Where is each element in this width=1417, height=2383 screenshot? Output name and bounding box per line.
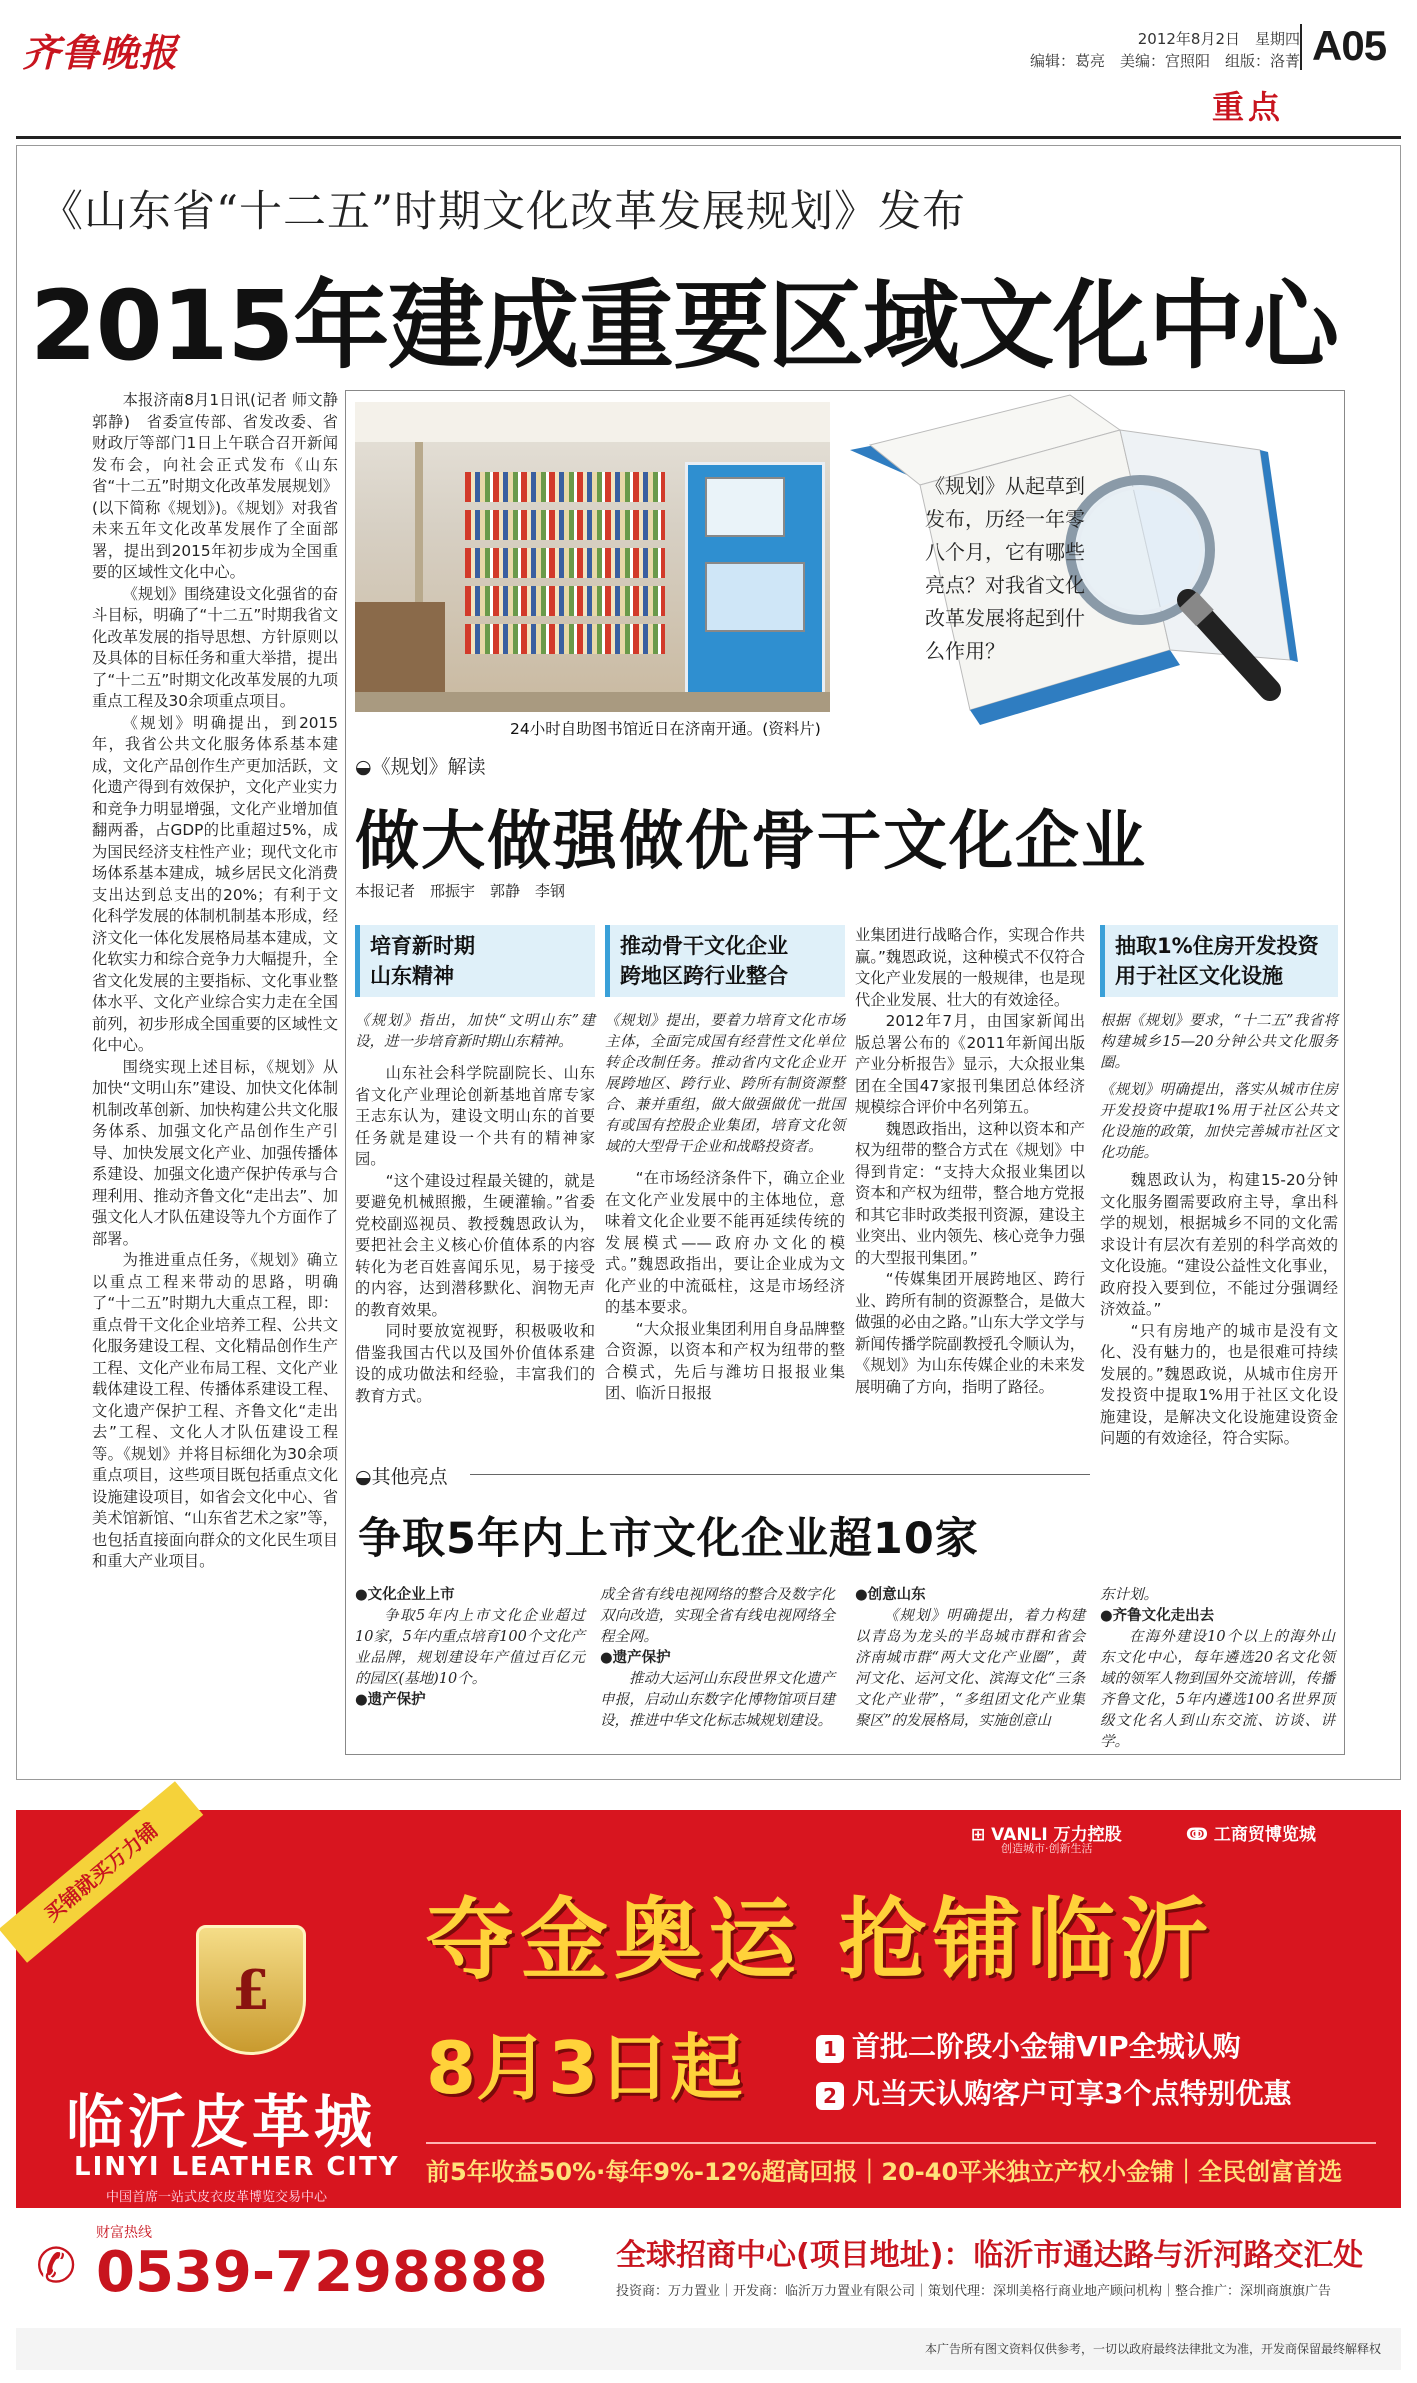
issue-date: 2012年8月2日 星期四 — [1137, 30, 1300, 48]
label-text: 《规划》解读 — [371, 756, 486, 778]
expo-logo-icon: ↂ — [1186, 1825, 1214, 1845]
divider — [470, 1474, 1090, 1475]
leather-city-emblem: £ — [196, 1925, 306, 2055]
highlight-title: ●文化企业上市 — [355, 1587, 455, 1603]
heading-line: 跨地区跨行业整合 — [620, 964, 788, 988]
quote: 《规划》提出，要着力培育文化市场主体，全面完成国有经营性文化单位转企改制任务。推动省内文化企业开展跨地区、跨行业、跨所有制资源整合、兼并重组，做大做强做优一批国有或国有控股企业集团，培育文化领域的大型骨干企业和战略投资者。 — [605, 1013, 845, 1155]
ad-credits: 投资商：万力置业｜开发商：临沂万力置业有限公司｜策划代理：深圳美格行商业地产顾问机构｜整合推广：深圳商旗旗广告 — [616, 2284, 1332, 2299]
section-title: 争取5年内上市文化企业超10家 — [358, 1514, 979, 1564]
article-kicker: 《山东省“十二五”时期文化改革发展规划》发布 — [40, 187, 966, 237]
hotline-label: 财富热线 — [96, 2225, 152, 2241]
quote: 根据《规划》要求，“十二五”我省将构建城乡15—20分钟公共文化服务圈。 — [1100, 1013, 1338, 1071]
heading-line: 推动骨干文化企业 — [620, 934, 788, 958]
highlight-column — [1100, 1585, 1335, 1760]
subsection-heading — [1100, 925, 1338, 997]
ad-headline: 夺金奥运 抢铺临沂 — [426, 1888, 1215, 1991]
heading-line: 抽取1%住房开发投资 — [1115, 934, 1319, 958]
paragraph: 在海外建设10个以上的海外山东文化中心，每年遴选20名文化领域的领军人物到国外交流培训，传播齐鲁文化，5年内遴选100名世界顶级文化名人到山东交流、访谈、讲学。 — [1100, 1629, 1335, 1750]
lead-article-column — [92, 390, 354, 1760]
logo-text: 工商贸博览城 — [1213, 1825, 1316, 1845]
real-estate-advertisement — [16, 1810, 1401, 2370]
subsection-column — [855, 925, 1085, 1485]
top-rule — [16, 136, 1401, 139]
article-headline: 2015年建成重要区域文化中心 — [30, 270, 1339, 382]
ad-brand-cn: 临沂皮革城 — [66, 2088, 377, 2156]
paragraph: “这个建设过程最关键的，就是要避免机械照搬，生硬灌输。”省委党校副巡视员、教授魏恩政认为，要把社会主义核心价值体系的内容转化为老百姓喜闻乐见，易于接受的内容，达到潜移默化、润物无声的教育效果。 — [355, 1171, 595, 1319]
paragraph: 东计划。 — [1100, 1587, 1158, 1603]
paragraph: 《规划》明确提出，着力构建以青岛为龙头的半岛城市群和省会济南城市群“两大文化产业圈”，黄河文化、运河文化、滨海文化“三条文化产业带”，“多组团文化产业集聚区”的发展格局，实施创意山 — [855, 1608, 1085, 1729]
subsection-heading — [605, 925, 845, 997]
paragraph: 2012年7月，由国家新闻出版总署公布的《2011年新闻出版产业分析报告》显示，大众报业集团在全国47家报刊集团总体经济规模综合评价中名列第五。 — [855, 1012, 1085, 1116]
library-photo — [355, 402, 830, 712]
editor-credits: 编辑：葛亮 美编：宫照阳 组版：洛菁 — [1029, 52, 1300, 70]
paragraph: 成全省有线电视网络的整合及数字化双向改造，实现全省有线电视网络全程全网。 — [600, 1587, 835, 1645]
masthead-divider — [1300, 24, 1302, 70]
ad-contact-band — [16, 2208, 1401, 2328]
paragraph: 《规划》围绕建设文化强省的奋斗目标，明确了“十二五”时期我省文化改革发展的指导思想、方针原则以及具体的目标任务和重大举措，提出了“十二五”时期文化改革发展的九项重点工程及30余项重点项目。 — [92, 584, 338, 710]
issue-info — [1020, 28, 1300, 72]
heading-line: 培育新时期 — [370, 934, 475, 958]
quote: 《规划》指出，加快“文明山东”建设，进一步培育新时期山东精神。 — [355, 1013, 595, 1050]
paragraph: 《规划》明确提出，到2015年，我省公共文化服务体系基本建成，文化产品创作生产更加活跃，文化遗产得到有效保护，文化产业实力和竞争力明显增强，文化产业增加值翻两番，占GDP的比重超过5%，成为国民经济支柱性产业；现代文化市场体系基本建成，城乡居民文化消费支出达到总支出的20%；有利于文化科学发展的体制机制基本形成，经济文化一体化发展格局基本建成，文化软实力和综合竞争力大幅提升，全省文化发展的主要指标、文化事业整体水平、文化产业综合实力走在全国前列，初步形成全国重要的区域性文化中心。 — [92, 713, 338, 1054]
byline: 本报记者 邢振宇 郭静 李钢 — [355, 882, 566, 900]
subsection-column — [355, 925, 595, 1485]
highlight-column — [855, 1585, 1085, 1760]
book-question-text: 《规划》从起草到发布，历经一年零八个月，它有哪些亮点？对我省文化改革发展将起到什么作用？ — [925, 474, 1085, 663]
photo-caption: 24小时自助图书馆近日在济南开通。(资料片) — [510, 720, 821, 738]
paragraph: 围绕实现上述目标，《规划》从加快“文明山东”建设、加快文化体制机制改革创新、加快构建公共文化服务体系、加强文化产品创作生产引导、加快发展文化产业、加强传播体系建设、加强文化遗产保护传承与合理利用、推动齐鲁文化“走出去”、加强文化人才队伍建设等九个方面作了部署。 — [92, 1057, 338, 1248]
highlight-title: ●遗产保护 — [600, 1650, 671, 1666]
ad-benefit-1: 1 首批二阶段小金铺VIP全城认购 — [816, 2025, 1241, 2065]
ad-benefit-2: 2 凡当天认购客户可享3个点特别优惠 — [816, 2072, 1291, 2112]
paragraph: “在市场经济条件下，确立企业在文化产业发展中的主体地位，意味着文化企业要不能再延续传统的发展模式——政府办文化的模式。”魏恩政指出，要让企业成为文化产业的中流砥柱，这是市场经济的基本要求。 — [605, 1169, 845, 1316]
paragraph: 魏恩政指出，这种以资本和产权为纽带的整合方式在《规划》中得到肯定：“支持大众报业集团以资本和产权为纽带，整合地方党报和其它非时政类报刊资源，建设主业突出、业内领先、核心竞争力强的大型报刊集团。” — [855, 1119, 1085, 1267]
other-highlights-label — [355, 1462, 448, 1489]
benefit-text: 首批二阶段小金铺VIP全城认购 — [852, 2030, 1241, 2063]
highlight-title: ●遗产保护 — [355, 1692, 426, 1708]
subsection-column — [605, 925, 845, 1485]
highlight-column — [355, 1585, 585, 1760]
newspaper-logo: 齐鲁晚报 — [22, 30, 179, 75]
phone-icon: ✆ — [36, 2238, 77, 2294]
expo-logo — [1186, 1820, 1316, 1845]
label-text: 其他亮点 — [371, 1466, 448, 1488]
subsection-column — [1100, 925, 1338, 1485]
ad-brand-en: LINYI LEATHER CITY — [74, 2152, 400, 2182]
quote: 《规划》明确提出，落实从城市住房开发投资中提取1%用于社区公共文化设施的政策，加快完善城市社区文化功能。 — [1100, 1082, 1338, 1161]
ad-selling-points: 前5年收益50%·每年9%-12%超高回报｜20-40平米独立产权小金铺｜全民创富首选 — [426, 2142, 1376, 2187]
highlight-column — [600, 1585, 835, 1760]
subsection-heading — [355, 925, 595, 997]
bullet-icon: ◒ — [355, 756, 372, 778]
ad-ribbon: 买铺就买万力铺 — [0, 1781, 203, 1963]
paragraph: 为推进重点任务，《规划》确立以重点工程来带动的思路，明确了“十二五”时期九大重点工程，即：重点骨干文化企业培养工程、公共文化服务建设工程、文化精品创作生产工程、文化产业布局工程、文化产业载体建设工程、传播体系建设工程、文化遗产保护工程、齐鲁文化“走出去”工程、文化人才队伍建设工程等。《规划》并将目标细化为30余项重点项目，这些项目既包括重点文化设施建设项目，如省会文化中心、省美术馆新馆、“山东省艺术之家”等，也包括直接面向群众的文化民生项目和重大产业项目。 — [92, 1251, 338, 1570]
paragraph: “大众报业集团利用自身品牌整合资源，以资本和产权为纽带的整合模式，先后与潍坊日报报业集团、临沂日报报 — [605, 1319, 845, 1402]
vanli-slogan: 创造城市·创新生活 — [1001, 1842, 1093, 1855]
vanli-logo-icon: ⊞ — [971, 1825, 992, 1845]
paragraph: 同时要放宽视野，积极吸收和借鉴我国古代以及国外价值体系建设的成功做法和经验，丰富我们的教育方式。 — [355, 1322, 595, 1405]
section-label: 重点 — [1212, 88, 1285, 126]
ad-disclaimer: 本广告所有图文资料仅供参考，一切以政府最终法律批文为准，开发商保留最终解释权 — [924, 2342, 1381, 2356]
highlight-title: ●齐鲁文化走出去 — [1100, 1608, 1215, 1624]
benefit-text: 凡当天认购客户可享3个点特别优惠 — [852, 2077, 1292, 2110]
heading-line: 山东精神 — [370, 964, 454, 988]
paragraph: 争取5年内上市文化企业超过10家，5年内重点培育100个文化产业品牌，规划建设年产值过百亿元的园区(基地)10个。 — [355, 1608, 585, 1687]
paragraph: 本报济南8月1日讯(记者 师文静 郭静) 省委宣传部、省发改委、省财政厅等部门1日上午联合召开新闻发布会，向社会正式发布《山东省“十二五”时期文化改革发展规划》(以下简称《规划》)。《规划》对我省未来五年文化改革发展作了全面部署，提出到2015年初步成为全国重要的区域性文化中心。 — [92, 391, 354, 581]
hotline-number: 0539-7298888 — [96, 2240, 548, 2305]
ad-address: 全球招商中心(项目地址)：临沂市通达路与沂河路交汇处 — [616, 2238, 1364, 2273]
logo-text: VANLI 万力控股 — [991, 1825, 1122, 1845]
ad-footer — [16, 2328, 1401, 2370]
paragraph: 魏恩政认为，构建15-20分钟文化服务圈需要政府主导，拿出科学的规划，根据城乡不同的文化需求设计有层次有差别的科学高效的文化设施。“建设公益性文化事业，政府投入要到位，不能过分强调经济效益。” — [1100, 1171, 1338, 1318]
highlight-title: ●创意山东 — [855, 1587, 926, 1603]
paragraph: 推动大运河山东段世界文化遗产申报，启动山东数字化博物馆项目建设，推进中华文化标志城规划建设。 — [600, 1671, 835, 1729]
paragraph: 业集团进行战略合作，实现合作共赢。”魏恩政说，这种模式不仅符合文化产业发展的一般规律，也是现代企业发展、壮大的有效途径。 — [855, 926, 1085, 1009]
heading-line: 用于社区文化设施 — [1115, 964, 1283, 988]
ad-date: 8月3日起 — [426, 2026, 743, 2110]
ad-brand-tagline: 中国首席一站式皮衣皮革博览交易中心 — [106, 2190, 328, 2205]
paragraph: “只有房地产的城市是没有文化、没有魅力的，也是很难可持续发展的。”魏恩政说，从城市住房开发投资中提取1%用于社区文化设施建设，是解决文化设施建设资金问题的有效途径，符合实际。 — [1100, 1321, 1338, 1447]
interpretation-label — [355, 752, 486, 779]
bullet-icon: ◒ — [355, 1466, 372, 1488]
page-number: A05 — [1312, 22, 1387, 69]
section-title: 做大做强做优骨干文化企业 — [355, 805, 1147, 879]
paragraph: “传媒集团开展跨地区、跨行业、跨所有制的资源整合，是做大做强的必由之路。”山东大学文学与新闻传播学院副教授孔令顺认为，《规划》为山东传媒企业的未来发展明确了方向，指明了路径。 — [855, 1270, 1085, 1396]
paragraph: 山东社会科学院副院长、山东省文化产业理论创新基地首席专家王志东认为，建设文明山东的首要任务就是建设一个共有的精神家园。 — [355, 1064, 595, 1168]
